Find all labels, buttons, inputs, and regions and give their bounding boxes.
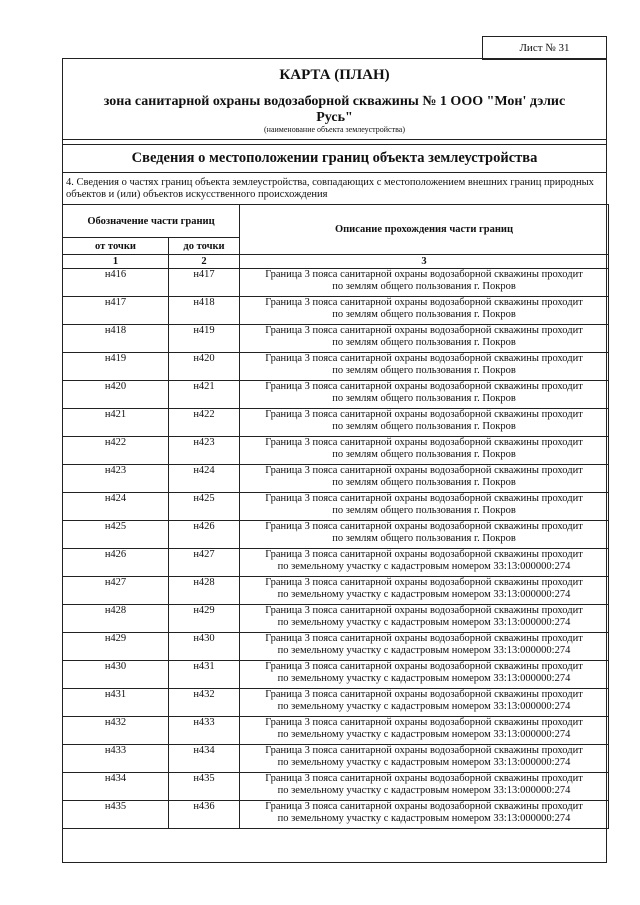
from-point: н422 bbox=[63, 437, 169, 465]
boundary-description bbox=[240, 661, 609, 689]
to-point: н431 bbox=[169, 661, 240, 689]
from-point: н420 bbox=[63, 381, 169, 409]
from-point: н416 bbox=[63, 269, 169, 297]
description-line-1: Граница 3 пояса санитарной охраны водозаборной скважины проходит bbox=[265, 437, 583, 448]
header-part-designation: Обозначение части границ bbox=[63, 205, 240, 238]
table-body bbox=[63, 269, 609, 829]
from-point: н424 bbox=[63, 493, 169, 521]
boundary-description bbox=[240, 745, 609, 773]
document-frame bbox=[62, 58, 607, 863]
description-line-2: по земельному участку с кадастровым номером 33:13:000000:274 bbox=[277, 701, 571, 712]
boundary-description bbox=[240, 577, 609, 605]
table-row bbox=[63, 801, 609, 829]
description-line-2: по земельному участку с кадастровым номером 33:13:000000:274 bbox=[277, 645, 571, 656]
table-row bbox=[63, 521, 609, 549]
to-point: н435 bbox=[169, 773, 240, 801]
sheet-number: Лист № 31 bbox=[482, 36, 607, 60]
from-point: н426 bbox=[63, 549, 169, 577]
to-point: н426 bbox=[169, 521, 240, 549]
from-point: н417 bbox=[63, 297, 169, 325]
boundary-description bbox=[240, 549, 609, 577]
to-point: н433 bbox=[169, 717, 240, 745]
to-point: н419 bbox=[169, 325, 240, 353]
description-line-2: по землям общего пользования г. Покров bbox=[332, 281, 516, 292]
description-line-1: Граница 3 пояса санитарной охраны водозаборной скважины проходит bbox=[265, 493, 583, 504]
description-line-2: по землям общего пользования г. Покров bbox=[332, 309, 516, 320]
description-line-1: Граница 3 пояса санитарной охраны водозаборной скважины проходит bbox=[265, 409, 583, 420]
description-line-2: по земельному участку с кадастровым номером 33:13:000000:274 bbox=[277, 617, 571, 628]
to-point: н418 bbox=[169, 297, 240, 325]
boundary-description bbox=[240, 633, 609, 661]
header-description: Описание прохождения части границ bbox=[240, 205, 609, 255]
from-point: н434 bbox=[63, 773, 169, 801]
description-line-2: по землям общего пользования г. Покров bbox=[332, 477, 516, 488]
to-point: н420 bbox=[169, 353, 240, 381]
section-title: Сведения о местоположении границ объекта землеустройства bbox=[63, 144, 606, 173]
from-point: н432 bbox=[63, 717, 169, 745]
description-line-2: по землям общего пользования г. Покров bbox=[332, 337, 516, 348]
description-line-2: по землям общего пользования г. Покров bbox=[332, 393, 516, 404]
to-point: н428 bbox=[169, 577, 240, 605]
from-point: н427 bbox=[63, 577, 169, 605]
table-row bbox=[63, 325, 609, 353]
to-point: н436 bbox=[169, 801, 240, 829]
to-point: н434 bbox=[169, 745, 240, 773]
object-caption: (наименование объекта землеустройства) bbox=[264, 125, 405, 134]
boundary-description bbox=[240, 409, 609, 437]
boundary-description bbox=[240, 269, 609, 297]
table-row bbox=[63, 661, 609, 689]
column-number: 3 bbox=[240, 255, 609, 269]
boundary-table bbox=[62, 204, 609, 829]
table-row bbox=[63, 269, 609, 297]
boundary-description bbox=[240, 689, 609, 717]
description-line-2: по земельному участку с кадастровым номером 33:13:000000:274 bbox=[277, 673, 571, 684]
from-point: н419 bbox=[63, 353, 169, 381]
from-point: н421 bbox=[63, 409, 169, 437]
to-point: н424 bbox=[169, 465, 240, 493]
description-line-2: по земельному участку с кадастровым номером 33:13:000000:274 bbox=[277, 757, 571, 768]
description-line-1: Граница 3 пояса санитарной охраны водозаборной скважины проходит bbox=[265, 745, 583, 756]
table-row bbox=[63, 409, 609, 437]
description-line-2: по земельному участку с кадастровым номером 33:13:000000:274 bbox=[277, 589, 571, 600]
to-point: н427 bbox=[169, 549, 240, 577]
description-line-1: Граница 3 пояса санитарной охраны водозаборной скважины проходит bbox=[265, 297, 583, 308]
to-point: н417 bbox=[169, 269, 240, 297]
boundary-description bbox=[240, 773, 609, 801]
to-point: н425 bbox=[169, 493, 240, 521]
boundary-description bbox=[240, 353, 609, 381]
to-point: н421 bbox=[169, 381, 240, 409]
description-line-2: по земельному участку с кадастровым номером 33:13:000000:274 bbox=[277, 729, 571, 740]
table-row bbox=[63, 717, 609, 745]
boundary-description bbox=[240, 801, 609, 829]
boundary-description bbox=[240, 297, 609, 325]
from-point: н418 bbox=[63, 325, 169, 353]
table-row bbox=[63, 745, 609, 773]
from-point: н435 bbox=[63, 801, 169, 829]
boundary-description bbox=[240, 381, 609, 409]
description-line-1: Граница 3 пояса санитарной охраны водозаборной скважины проходит bbox=[265, 353, 583, 364]
description-line-1: Граница 3 пояса санитарной охраны водозаборной скважины проходит bbox=[265, 689, 583, 700]
description-line-1: Граница 3 пояса санитарной охраны водозаборной скважины проходит bbox=[265, 549, 583, 560]
description-line-1: Граница 3 пояса санитарной охраны водозаборной скважины проходит bbox=[265, 605, 583, 616]
description-line-2: по землям общего пользования г. Покров bbox=[332, 365, 516, 376]
boundary-description bbox=[240, 521, 609, 549]
column-number: 1 bbox=[63, 255, 169, 269]
to-point: н432 bbox=[169, 689, 240, 717]
boundary-description bbox=[240, 605, 609, 633]
table-row bbox=[63, 577, 609, 605]
from-point: н431 bbox=[63, 689, 169, 717]
header-to-point: до точки bbox=[169, 238, 240, 255]
description-line-1: Граница 3 пояса санитарной охраны водозаборной скважины проходит bbox=[265, 577, 583, 588]
table-row bbox=[63, 437, 609, 465]
description-line-2: по землям общего пользования г. Покров bbox=[332, 505, 516, 516]
document-subtitle: зона санитарной охраны водозаборной скважины № 1 ООО "Мон' дэлис Русь" bbox=[103, 94, 566, 125]
table-row bbox=[63, 353, 609, 381]
description-line-1: Граница 3 пояса санитарной охраны водозаборной скважины проходит bbox=[265, 325, 583, 336]
table-row bbox=[63, 633, 609, 661]
column-number: 2 bbox=[169, 255, 240, 269]
from-point: н428 bbox=[63, 605, 169, 633]
table-row bbox=[63, 493, 609, 521]
description-line-1: Граница 3 пояса санитарной охраны водозаборной скважины проходит bbox=[265, 773, 583, 784]
description-line-2: по землям общего пользования г. Покров bbox=[332, 421, 516, 432]
boundary-description bbox=[240, 493, 609, 521]
boundary-description bbox=[240, 465, 609, 493]
description-line-1: Граница 3 пояса санитарной охраны водозаборной скважины проходит bbox=[265, 633, 583, 644]
description-line-1: Граница 3 пояса санитарной охраны водозаборной скважины проходит bbox=[265, 717, 583, 728]
description-line-1: Граница 3 пояса санитарной охраны водозаборной скважины проходит bbox=[265, 661, 583, 672]
section-note: 4. Сведения о частях границ объекта землеустройства, совпадающих с местоположением внешних границ природных объектов и (или) объектов искусственного происхождения bbox=[66, 177, 594, 200]
table-row bbox=[63, 381, 609, 409]
description-line-1: Граница 3 пояса санитарной охраны водозаборной скважины проходит bbox=[265, 465, 583, 476]
description-line-2: по землям общего пользования г. Покров bbox=[332, 533, 516, 544]
description-line-2: по земельному участку с кадастровым номером 33:13:000000:274 bbox=[277, 561, 571, 572]
to-point: н429 bbox=[169, 605, 240, 633]
table-row bbox=[63, 689, 609, 717]
description-line-2: по земельному участку с кадастровым номером 33:13:000000:274 bbox=[277, 785, 571, 796]
from-point: н430 bbox=[63, 661, 169, 689]
document-title: КАРТА (ПЛАН) bbox=[279, 67, 390, 83]
from-point: н425 bbox=[63, 521, 169, 549]
description-line-1: Граница 3 пояса санитарной охраны водозаборной скважины проходит bbox=[265, 269, 583, 280]
from-point: н433 bbox=[63, 745, 169, 773]
table-row bbox=[63, 605, 609, 633]
description-line-2: по земельному участку с кадастровым номером 33:13:000000:274 bbox=[277, 813, 571, 824]
table-row bbox=[63, 297, 609, 325]
description-line-1: Граница 3 пояса санитарной охраны водозаборной скважины проходит bbox=[265, 801, 583, 812]
to-point: н430 bbox=[169, 633, 240, 661]
table-row bbox=[63, 465, 609, 493]
to-point: н423 bbox=[169, 437, 240, 465]
from-point: н423 bbox=[63, 465, 169, 493]
from-point: н429 bbox=[63, 633, 169, 661]
table-row bbox=[63, 549, 609, 577]
description-line-1: Граница 3 пояса санитарной охраны водозаборной скважины проходит bbox=[265, 521, 583, 532]
boundary-description bbox=[240, 325, 609, 353]
document-header bbox=[63, 59, 606, 140]
header-from-point: от точки bbox=[63, 238, 169, 255]
description-line-1: Граница 3 пояса санитарной охраны водозаборной скважины проходит bbox=[265, 381, 583, 392]
description-line-2: по землям общего пользования г. Покров bbox=[332, 449, 516, 460]
to-point: н422 bbox=[169, 409, 240, 437]
boundary-description bbox=[240, 717, 609, 745]
boundary-description bbox=[240, 437, 609, 465]
table-row bbox=[63, 773, 609, 801]
